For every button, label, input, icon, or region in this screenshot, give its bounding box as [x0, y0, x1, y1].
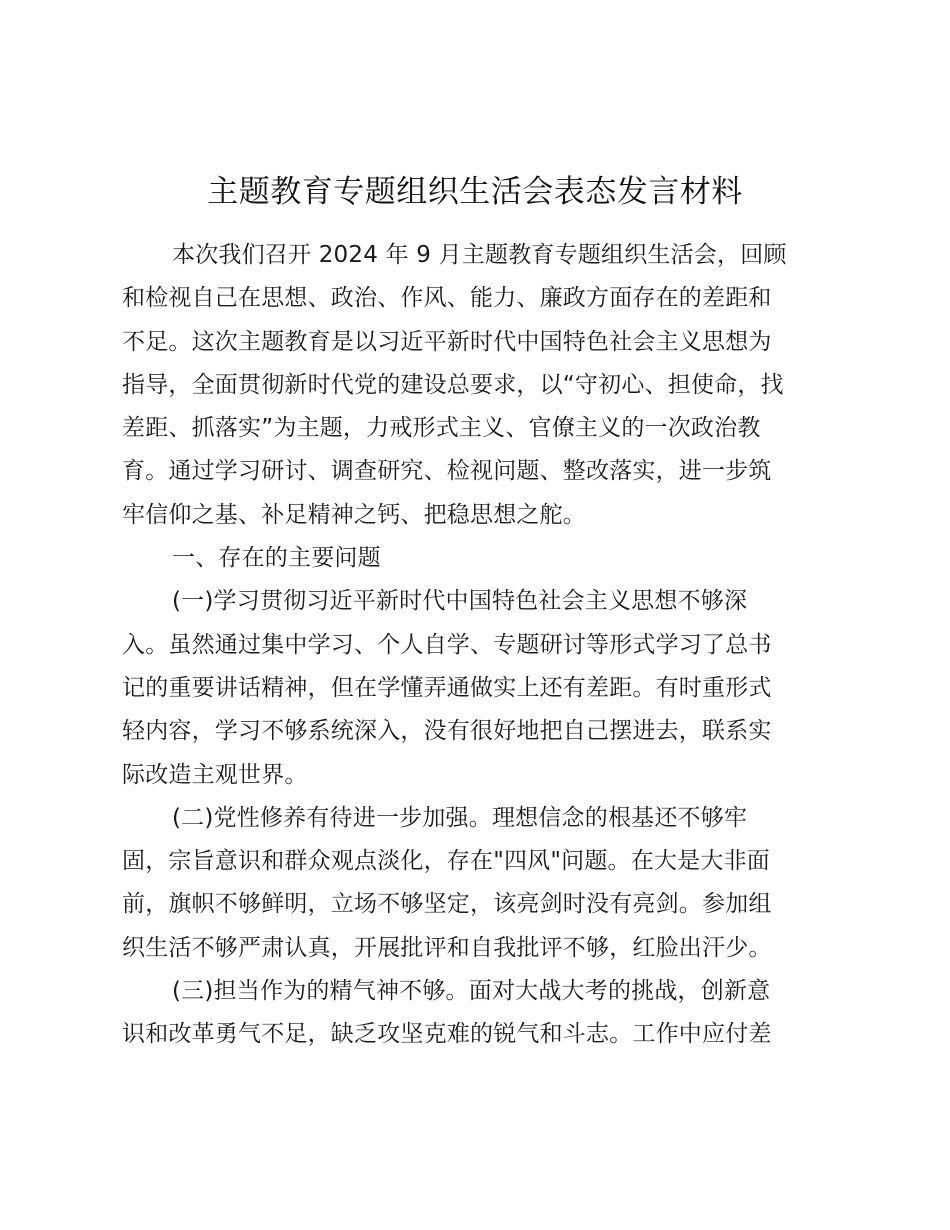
- section-heading: [122, 537, 834, 580]
- paragraph-issue-1: [122, 580, 834, 796]
- text-line: 育。通过学习研讨、调查研究、检视问题、整改落实，进一步筑: [122, 458, 772, 485]
- text-line: 牢信仰之基、补足精神之钙、把稳思想之舵。: [122, 501, 586, 528]
- text-line: 和检视自己在思想、政治、作风、能力、廉政方面存在的差距和: [122, 285, 772, 312]
- text-line: 固，宗旨意识和群众观点淡化，存在"四风"问题。在大是大非面: [122, 848, 770, 875]
- text-line: 轻内容，学习不够系统深入，没有很好地把自己摆进去，联系实: [122, 718, 772, 745]
- text-line: 记的重要讲话精神，但在学懂弄通做实上还有差距。有时重形式: [122, 674, 772, 701]
- text-line: (二)党性修养有待进一步加强。理想信念的根基还不够牢: [172, 804, 748, 831]
- text-line: 一、存在的主要问题: [172, 545, 381, 572]
- text-line: (一)学习贯彻习近平新时代中国特色社会主义思想不够深: [172, 588, 748, 615]
- text-line: 识和改革勇气不足，缺乏攻坚克难的锐气和斗志。工作中应付差: [122, 1021, 772, 1048]
- document-body: [122, 234, 834, 1057]
- document-title: 主题教育专题组织生活会表态发言材料: [207, 174, 743, 210]
- paragraph-intro: [122, 234, 834, 537]
- text-line: 差距、抓落实”为主题，力戒形式主义、官僚主义的一次政治教: [122, 415, 761, 442]
- text-line: 指导，全面贯彻新时代党的建设总要求，以“守初心、担使命，找: [122, 371, 784, 398]
- text-line: 入。虽然通过集中学习、个人自学、专题研讨等形式学习了总书: [122, 631, 772, 658]
- text-line: 际改造主观世界。: [122, 761, 308, 788]
- paragraph-issue-3: [122, 970, 834, 1057]
- text-line: 不足。这次主题教育是以习近平新时代中国特色社会主义思想为: [122, 328, 772, 355]
- paragraph-issue-2: [122, 797, 834, 970]
- text-line: (三)担当作为的精气神不够。面对大战大考的挑战，创新意: [172, 978, 771, 1005]
- text-line: 前，旗帜不够鲜明，立场不够坚定，该亮剑时没有亮剑。参加组: [122, 891, 772, 918]
- text-line: 本次我们召开 2024 年 9 月主题教育专题组织生活会，回顾: [172, 242, 787, 268]
- text-line: 织生活不够严肃认真，开展批评和自我批评不够，红脸出汗少。: [122, 934, 772, 961]
